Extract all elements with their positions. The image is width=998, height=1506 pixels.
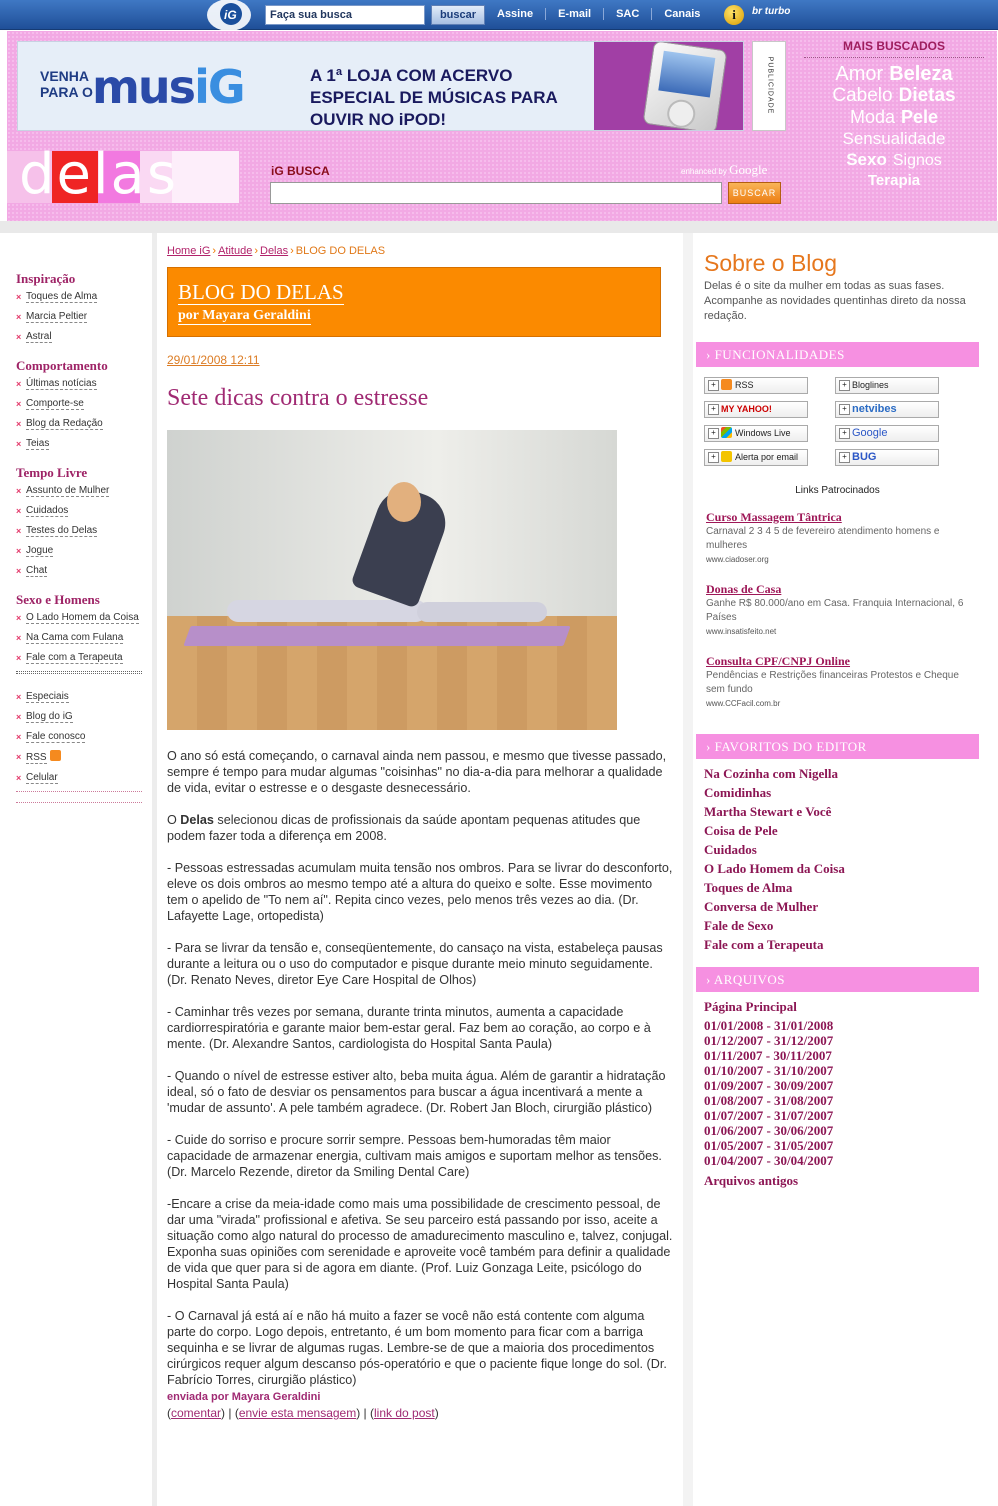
left-nav — [16, 271, 142, 803]
enhanced-by-google — [681, 162, 767, 178]
links-patrocinados-title: Links Patrocinados — [795, 485, 880, 496]
svg-text:iG: iG — [224, 8, 237, 22]
ipod-wheel — [665, 98, 697, 130]
post-title: Sete dicas contra o estresse — [167, 385, 429, 411]
nav-item-label: Toques de Alma — [26, 291, 98, 302]
nav-item-label: Celular — [26, 772, 58, 783]
ad-title[interactable]: Consulta CPF/CNPJ Online — [706, 654, 851, 668]
google-text: Google — [729, 162, 768, 177]
pagina-principal-link[interactable]: Página Principal — [704, 999, 797, 1014]
archive-link[interactable]: 01/11/2007 - 30/11/2007 — [704, 1048, 832, 1063]
header-separator — [0, 221, 998, 233]
left-sidebar — [0, 233, 152, 1506]
breadcrumb-home[interactable]: Home iG — [167, 245, 211, 257]
nav-divider — [16, 791, 142, 792]
nav-section-extra — [16, 690, 142, 785]
nav-item-label: Blog da Redação — [26, 418, 103, 429]
post-paragraph: - Quando o nível de estresse estiver alto, beba muita água. Além de garantir a hidratação ideal, só o fato de desviar os pensamentos para buscar a água incentivará a mente a 'mudar de assunto'. A pele também agradece. (Dr. Robert Jan Bloch, cirurgião plástico) — [167, 1069, 666, 1115]
archive-link[interactable]: 01/08/2007 - 31/08/2007 — [704, 1093, 834, 1108]
nav-item[interactable] — [16, 504, 142, 518]
main-content — [167, 245, 677, 1421]
nav-item[interactable] — [16, 417, 142, 431]
info-icon[interactable]: i — [724, 5, 744, 25]
breadcrumb-separator: › — [212, 245, 217, 257]
publicidade-text: PUBLICIDADE — [766, 56, 774, 115]
archive-link[interactable]: 01/06/2007 - 30/06/2007 — [704, 1123, 834, 1138]
ig-busca-label: iG BUSCA — [271, 164, 330, 178]
post-paragraph: O ano só está começando, o carnaval ainda nem passou, e mesmo que tivesse passado, sempre é tempo para mudar algumas "coisinhas" no dia-a-dia para melhorar a qualidade de vida, evitar o estresse e o desgaste desnecessário. — [167, 749, 667, 795]
tag-pele[interactable]: Pele — [901, 107, 939, 127]
nav-item[interactable] — [16, 771, 142, 785]
nav-item-label: Cuidados — [26, 505, 69, 516]
nav-item-label: Astral — [26, 331, 52, 342]
image-leg — [227, 600, 427, 622]
nav-item-label: Especiais — [26, 691, 69, 702]
enhanced-text: enhanced by — [681, 167, 727, 176]
rss-icon[interactable] — [50, 750, 61, 761]
music-ig-banner[interactable] — [17, 41, 744, 131]
ad-text: Carnaval 2 3 4 5 de fevereiro atendimento homens e mulheres — [706, 526, 940, 551]
nav-item[interactable] — [16, 377, 142, 391]
post-paragraph — [167, 812, 675, 844]
nav-item[interactable] — [16, 437, 142, 451]
mais-buscados-words — [800, 64, 988, 191]
bug-button[interactable] — [835, 449, 939, 466]
ig-logo-icon[interactable] — [204, 0, 254, 30]
nav-item[interactable] — [16, 524, 142, 538]
nav-item-label: Fale com a Terapeuta — [26, 652, 123, 663]
archive-link[interactable]: 01/01/2008 - 31/01/2008 — [704, 1018, 834, 1033]
comment-link[interactable]: comentar — [171, 1406, 222, 1420]
breadcrumb-separator: › — [254, 245, 258, 257]
post-text: O — [167, 813, 181, 827]
post-text-bold: Delas — [180, 813, 214, 827]
nav-item-label: Chat — [26, 565, 48, 576]
arquivos-list — [696, 997, 979, 1190]
ipod-screen — [658, 51, 715, 98]
nav-item[interactable] — [16, 750, 142, 765]
sponsored-ad[interactable] — [696, 582, 979, 636]
header — [7, 31, 997, 221]
nav-item[interactable] — [16, 290, 142, 304]
rss-button[interactable] — [704, 377, 808, 394]
top-link-email[interactable]: E-mail — [545, 8, 603, 20]
nav-item[interactable] — [16, 651, 142, 665]
favoritos-bar: › FAVORITOS DO EDITOR — [696, 734, 979, 759]
breadcrumb-delas[interactable]: Delas — [260, 245, 289, 257]
top-search-input[interactable] — [265, 5, 425, 25]
delas-logo-text: delas — [19, 142, 179, 207]
nav-item[interactable] — [16, 397, 142, 411]
nav-section-title: Sexo e Homens — [16, 592, 100, 607]
favorite-link[interactable]: Fale com a Terapeuta — [704, 937, 824, 952]
funcionalidades-bar: › FUNCIONALIDADES — [696, 342, 979, 367]
ad-url[interactable]: www.insatisfeito.net — [706, 627, 777, 636]
nav-item-label: Fale conosco — [26, 731, 86, 742]
netvibes-button[interactable] — [835, 401, 939, 418]
nav-item[interactable] — [16, 564, 142, 578]
logo-block-5 — [172, 151, 239, 203]
column-divider — [152, 233, 157, 1506]
windows-live-button[interactable] — [704, 425, 808, 442]
nav-section-title: Tempo Livre — [16, 465, 88, 480]
nav-item[interactable] — [16, 484, 142, 498]
favoritos-list — [696, 764, 979, 954]
ipod-icon — [643, 41, 728, 131]
top-link-canais[interactable]: Canais — [651, 8, 712, 20]
sobre-blog-text: Delas é o site da mulher em todas as suas fases. Acompanhe as novidades quentinhas direto da nossa redação. — [704, 280, 966, 322]
my-yahoo-button[interactable] — [704, 401, 808, 418]
nav-divider — [16, 802, 142, 803]
post-date[interactable]: 29/01/2008 12:11 — [167, 353, 260, 367]
banner-headline: A 1ª LOJA COM ACERVO ESPECIAL DE MÚSICAS PARA OUVIR NO iPOD! — [310, 66, 558, 129]
brturbo-logo[interactable]: br turbo — [752, 6, 791, 17]
mais-buscados-title: MAIS BUSCADOS — [804, 39, 984, 58]
post-text: selecionou dicas de profissionais da saúde apontam pequenas atitudes que podem fazer toda a diferença em 2008. — [167, 813, 641, 843]
funcionalidades-buttons — [696, 377, 979, 477]
archive-link[interactable]: 01/04/2007 - 30/04/2007 — [704, 1153, 834, 1168]
nav-item[interactable] — [16, 310, 142, 324]
breadcrumb-separator: › — [290, 245, 294, 257]
nav-item-label: Na Cama com Fulana — [26, 632, 124, 643]
favorite-link[interactable]: O Lado Homem da Coisa — [704, 861, 845, 876]
blog-header — [167, 267, 661, 337]
favorite-link[interactable]: Na Cozinha com Nigella — [704, 766, 838, 781]
archive-link[interactable]: 01/09/2007 - 30/09/2007 — [704, 1078, 834, 1093]
top-links — [497, 8, 712, 20]
top-link-assine[interactable]: Assine — [497, 8, 534, 20]
tag-amor[interactable]: Amor — [835, 63, 884, 85]
nav-item-label: Assunto de Mulher — [26, 485, 110, 496]
nav-item-label: Teias — [26, 438, 50, 449]
post-permalink[interactable]: link do post — [374, 1406, 435, 1420]
right-sidebar — [696, 250, 979, 1190]
nav-item[interactable] — [16, 730, 142, 744]
top-search-button[interactable]: buscar — [431, 5, 485, 25]
button-label: Windows Live — [735, 428, 791, 438]
sobre-blog-title: Sobre o Blog — [704, 250, 837, 276]
favorite-link[interactable]: Coisa de Pele — [704, 823, 778, 838]
sponsored-ad[interactable] — [696, 510, 979, 564]
mais-buscados — [800, 39, 988, 191]
nav-section-inspiracao — [16, 271, 142, 344]
nav-item[interactable] — [16, 611, 142, 625]
google-button[interactable] — [835, 425, 939, 442]
post-paragraph: - O Carnaval já está aí e não há muito a fazer se você não está contente com alguma parte do corpo. Logo depois, entretanto, é um bom momento para ficar com a barriga sequinha e se livrar de algumas rugas. Lembre-se de que a maioria dos procedimentos cirúrgicos requer algum descanso pós-operatório e que o paciente fique longe do sol. (Dr. Fabrício Torres, cirurgião plástico) — [167, 1309, 667, 1387]
nav-item-label: Comporte-se — [26, 398, 84, 409]
blog-author[interactable]: por Mayara Geraldini — [178, 308, 311, 323]
post-paragraph: - Pessoas estressadas acumulam muita tensão nos ombros. Para se livrar do desconforto, eleve os dois ombros ao mesmo tempo até a altura do queixo e solte. Esse movimento tem o apelido de "To nem aí". Repita cinco vezes, pelo menos três vezes ao dia. (Dr. Lafayette Lage, ortopedista) — [167, 861, 673, 923]
nav-item-label: RSS — [26, 752, 47, 763]
post-body — [167, 748, 675, 1421]
button-label: RSS — [735, 380, 754, 390]
ad-text: Ganhe R$ 80.000/ano em Casa. Franquia Internacional, 6 Países — [706, 598, 964, 623]
rss-icon — [721, 379, 732, 390]
breadcrumb-current: BLOG DO DELAS — [295, 245, 386, 257]
favorite-link[interactable]: Toques de Alma — [704, 880, 793, 895]
banner-music-b: iG — [194, 60, 244, 114]
banner-music-logo — [92, 60, 244, 114]
nav-item-label: Últimas notícias — [26, 378, 97, 389]
image-head — [387, 482, 421, 522]
nav-divider — [16, 671, 142, 674]
tag-beleza[interactable]: Beleza — [889, 63, 953, 85]
archive-link[interactable]: 01/07/2007 - 31/07/2007 — [704, 1108, 834, 1123]
image-yoga-mat — [183, 626, 570, 646]
alert-icon — [721, 451, 732, 462]
ad-url[interactable]: www.ciadoser.org — [706, 555, 769, 564]
favorite-link[interactable]: Martha Stewart e Você — [704, 804, 832, 819]
nav-item[interactable] — [16, 710, 142, 724]
ad-url[interactable]: www.CCFacil.com.br — [706, 699, 781, 708]
nav-section-sexo-homens — [16, 592, 142, 665]
button-label: Alerta por email — [735, 452, 799, 462]
delas-logo[interactable] — [7, 142, 239, 207]
ad-text: Pendências e Restrições financeiras Protestos e Cheque sem fundo — [706, 670, 959, 695]
blog-title[interactable]: BLOG DO DELAS — [178, 280, 344, 304]
favorite-link[interactable]: Cuidados — [704, 842, 757, 857]
nav-item-label: Blog do iG — [26, 711, 73, 722]
nav-item[interactable] — [16, 690, 142, 704]
breadcrumb-atitude[interactable]: Atitude — [218, 245, 253, 257]
tag-moda[interactable]: Moda — [849, 107, 895, 127]
image-leg — [417, 602, 547, 622]
post-image — [167, 430, 617, 730]
archive-link[interactable]: 01/10/2007 - 31/10/2007 — [704, 1063, 834, 1078]
ad-title[interactable]: Donas de Casa — [706, 582, 782, 596]
nav-section-title: Comportamento — [16, 358, 108, 373]
archive-link[interactable]: 01/12/2007 - 31/12/2007 — [704, 1033, 834, 1048]
windows-icon — [721, 427, 732, 438]
breadcrumb — [167, 245, 677, 257]
bloglines-button[interactable] — [835, 377, 939, 394]
favorite-link[interactable]: Fale de Sexo — [704, 918, 774, 933]
nav-section-tempo-livre — [16, 465, 142, 578]
arquivos-bar: › ARQUIVOS — [696, 967, 979, 992]
nav-item-label: Marcia Peltier — [26, 311, 88, 322]
tag-terapia[interactable]: Terapia — [867, 172, 921, 189]
tag-signos[interactable]: Signos — [892, 152, 942, 169]
nav-item[interactable] — [16, 330, 142, 344]
column-divider — [683, 233, 693, 1506]
ig-busca-input[interactable] — [270, 182, 722, 204]
nav-item[interactable] — [16, 544, 142, 558]
post-actions: (comentar) | (envie esta mensagem) | (link do post) — [167, 1406, 439, 1420]
archive-link[interactable]: 01/05/2007 - 31/05/2007 — [704, 1138, 834, 1153]
favorite-link[interactable]: Conversa de Mulher — [704, 899, 819, 914]
nav-item-label: Testes do Delas — [26, 525, 98, 536]
banner-venha-text: VENHA PARA O — [40, 68, 93, 100]
nav-item-label: Jogue — [26, 545, 54, 556]
tag-dietas[interactable]: Dietas — [898, 85, 956, 106]
button-label: BUG — [852, 451, 877, 463]
post-paragraph: - Caminhar três vezes por semana, durante trinta minutos, aumenta a capacidade cardiorrespiratória e garante maior bem-estar geral. Faz bem ao coração, ao corpo e à mente. (Dr. Alexandre Santos, cardiologista do Hospital Santa Paula) — [167, 1005, 651, 1051]
ig-busca-button[interactable]: BUSCAR — [728, 182, 781, 204]
post-sent-by: enviada por Mayara Geraldini — [167, 1391, 321, 1403]
nav-section-comportamento — [16, 358, 142, 451]
sponsored-ad[interactable] — [696, 654, 979, 708]
publicidade-label — [752, 41, 786, 131]
ad-title[interactable]: Curso Massagem Tântrica — [706, 510, 842, 524]
post-paragraph: - Cuide do sorriso e procure sorrir sempre. Pessoas bem-humoradas têm maior capacidade de armazenar energia, cultivam mais amigos e suportam melhor as tensões. (Dr. Marcelo Rezende, diretor da Smiling Dental Care) — [167, 1133, 662, 1179]
tag-sexo[interactable]: Sexo — [846, 150, 887, 169]
nav-section-title: Inspiração — [16, 271, 76, 286]
top-bar — [0, 0, 998, 30]
alerta-email-button[interactable] — [704, 449, 808, 466]
button-label: netvibes — [852, 403, 897, 415]
nav-item-label: O Lado Homem da Coisa — [26, 612, 139, 623]
nav-item[interactable] — [16, 631, 142, 645]
button-label: MY YAHOO! — [721, 404, 772, 414]
post-paragraph: -Encare a crise da meia-idade como mais uma possibilidade de crescimento pessoal, de dar uma "virada" profissional e afetiva. Se seu parceiro está passando por isso, aceite a situação como algo natural do processo de amadurecimento masculino e, talvez, conjugal. Exponha suas opiniões com serenidade e aproveite você também para definir a qualidade de vida que quer para si de agora em diante. (Prof. Luiz Gonzaga Leite, psicólogo do Hospital Santa Paula) — [167, 1197, 673, 1291]
favorite-link[interactable]: Comidinhas — [704, 785, 772, 800]
arquivos-antigos-link[interactable]: Arquivos antigos — [704, 1173, 799, 1188]
button-label: Bloglines — [852, 380, 889, 390]
top-link-sac[interactable]: SAC — [603, 8, 651, 20]
send-message-link[interactable]: envie esta mensagem — [238, 1406, 357, 1420]
tag-sensualidade[interactable]: Sensualidade — [842, 129, 946, 148]
banner-music-a: mus — [92, 60, 195, 114]
post-paragraph: - Para se livrar da tensão e, conseqüentemente, do cansaço na vista, estabeleça pausas durante a leitura ou o uso do computador e pisque durante meio minuto seguidamente. (Dr. Renato Neves, diretor Eye Care Hospital de Olhos) — [167, 941, 663, 987]
tag-cabelo[interactable]: Cabelo — [832, 85, 893, 106]
button-label: Google — [852, 427, 888, 439]
